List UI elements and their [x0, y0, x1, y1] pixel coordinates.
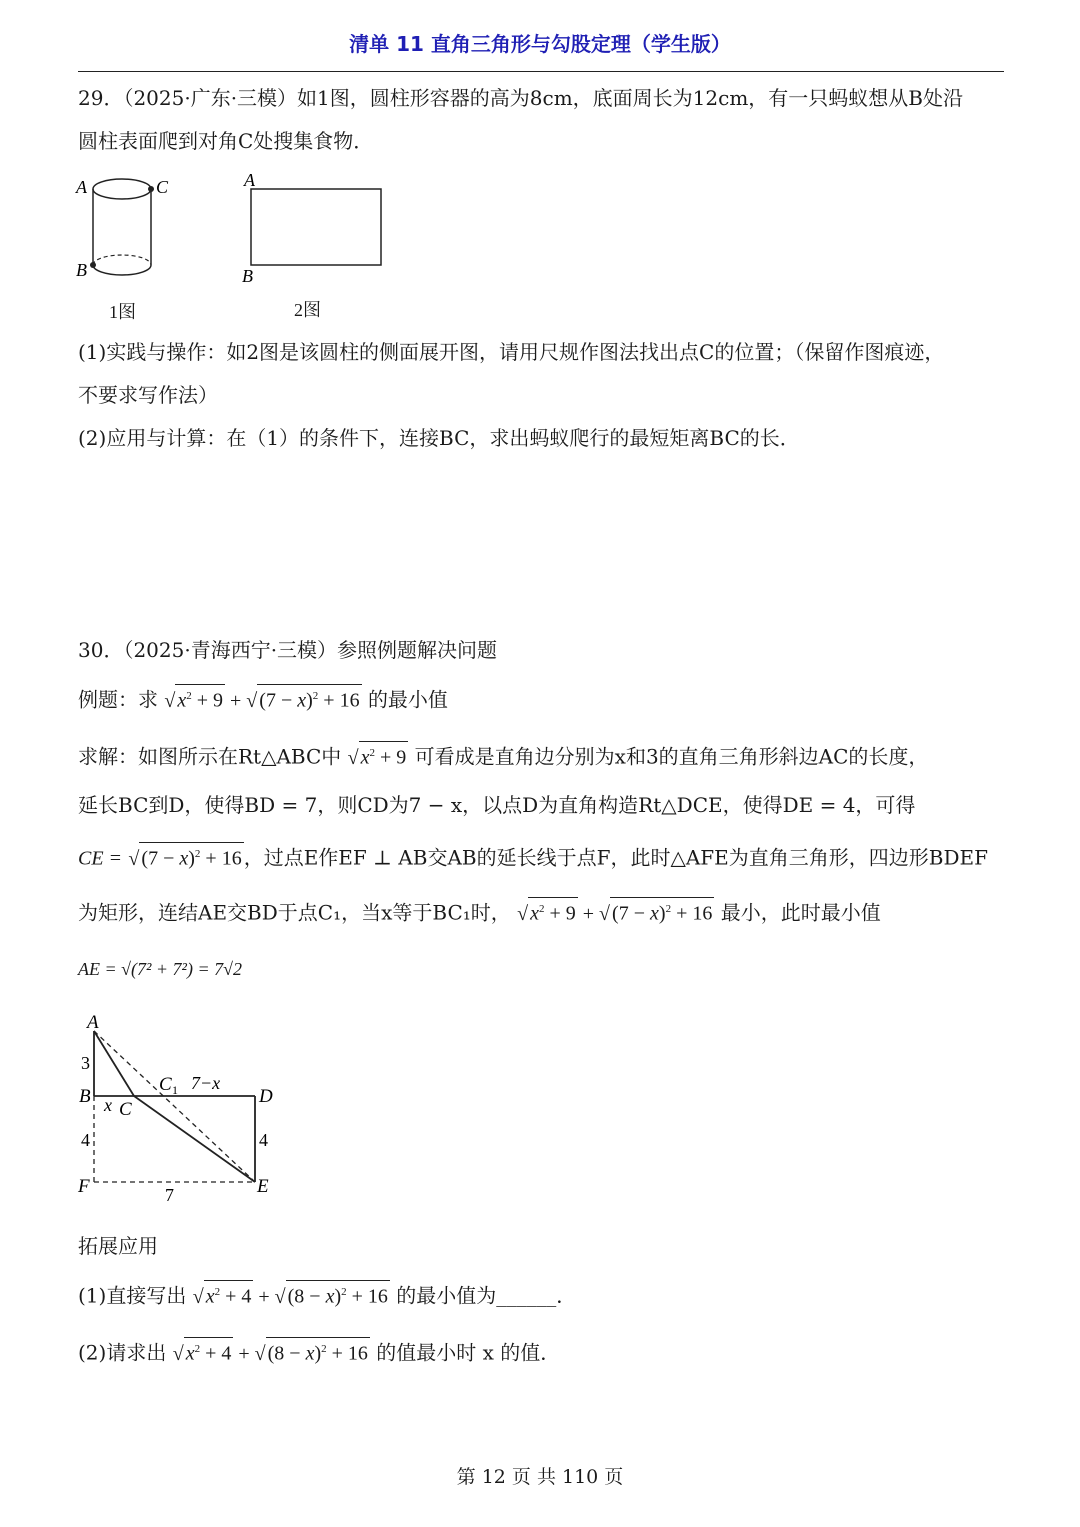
rect-label-B: B — [242, 266, 253, 286]
fig-label-7: 7 — [165, 1185, 174, 1205]
fig-label-x: x — [104, 1095, 112, 1115]
page-footer: 第 12 页 共 110 页 — [456, 1466, 624, 1488]
q29-line-2: 圆柱表面爬到对角C处搜集食物． — [78, 129, 374, 153]
fig-label-4-left: 4 — [81, 1130, 90, 1150]
extension-part-1: (1)直接写出 √ $x^2 + 4$ + √ $(8 - x)^2 + 16$ 的最小值为______． — [78, 1280, 576, 1311]
example-suffix: 的最小值 — [367, 687, 448, 712]
extension-part-2: (2)请求出 √ $x^2 + 4$ + √ $(8 - x)^2 + 16$ 的值最小时 x 的值． — [78, 1337, 560, 1368]
q30-solution-line-3: CE = √ $(7 - x)^2 + 16$ ，过点E作EF ⊥ AB交AB的延长线于点F，此时△AFE为直角三角形，四边形BDEF — [78, 842, 988, 873]
fig-label-4-right: 4 — [259, 1130, 268, 1150]
fig-label-C1-subscript: 1 — [172, 1083, 178, 1097]
q30-title: 30．（2025·青海西宁·三模）参照例题解决问题 — [78, 638, 498, 662]
triangle-construction-figure — [70, 1008, 290, 1208]
fig-label-C1: C — [159, 1074, 172, 1095]
cyl-label-C: C — [156, 177, 169, 197]
cylinder-figure — [70, 168, 180, 283]
fig-label-A: A — [87, 1012, 99, 1033]
unfolded-rectangle-figure — [238, 168, 388, 288]
fig-label-7-minus-x: 7−x — [191, 1073, 221, 1093]
fig2-caption: 2图 — [294, 300, 321, 320]
fig-label-B: B — [79, 1086, 91, 1107]
example-expression: √ $x^2 + 9$ + √ $(7 - x)^2 + 16$ — [164, 690, 361, 712]
rect-label-A: A — [244, 170, 255, 190]
cyl-label-B: B — [76, 260, 87, 280]
q30-solution-line-1: 求解：如图所示在Rt△ABC中 √ $x^2 + 9$ 可看成是直角边分别为x和3的直角三角形斜边AC的长度， — [78, 741, 928, 772]
header-divider — [78, 71, 1004, 72]
q30-solution-line-2: 延长BC到D，使得BD = 7，则CD为7 − x，以点D为直角构造Rt△DCE，使得DE = 4，可得 — [78, 793, 916, 817]
q30-solution-line-5: AE = √(7² + 7²) = 7√2 — [78, 959, 242, 979]
q29-part2: (2)应用与计算：在（1）的条件下，连接BC，求出蚂蚁爬行的最短矩离BC的长． — [78, 426, 800, 450]
extension-title: 拓展应用 — [78, 1234, 158, 1258]
q29-part1-line-1: (1)实践与操作：如2图是该圆柱的侧面展开图，请用尺规作图法找出点C的位置；（保留作图痕迹， — [78, 340, 945, 364]
fig-label-F: F — [78, 1176, 90, 1197]
fig-label-D: D — [259, 1086, 273, 1107]
q29-line-1: 29．（2025·广东·三模）如1图，圆柱形容器的高为8cm，底面周长为12cm，有一只蚂蚁想从B处沿 — [78, 86, 963, 110]
fig1-caption: 1图 — [109, 302, 136, 322]
q29-part1-line-2: 不要求写作法） — [78, 383, 218, 407]
example-prefix: 例题：求 — [78, 687, 158, 712]
fig-label-E: E — [257, 1176, 269, 1197]
fig-label-C: C — [119, 1099, 132, 1120]
q30-example — [78, 684, 448, 715]
fig-label-3: 3 — [81, 1053, 90, 1073]
cyl-label-A: A — [76, 177, 87, 197]
page-header-title: 清单 11 直角三角形与勾股定理（学生版） — [349, 32, 731, 56]
q30-solution-line-4: 为矩形，连结AE交BD于点C₁，当x等于BC₁时， √ $x^2 + 9$ + √ $(7 - x)^2 + 16$ 最小，此时最小值 — [78, 897, 881, 928]
